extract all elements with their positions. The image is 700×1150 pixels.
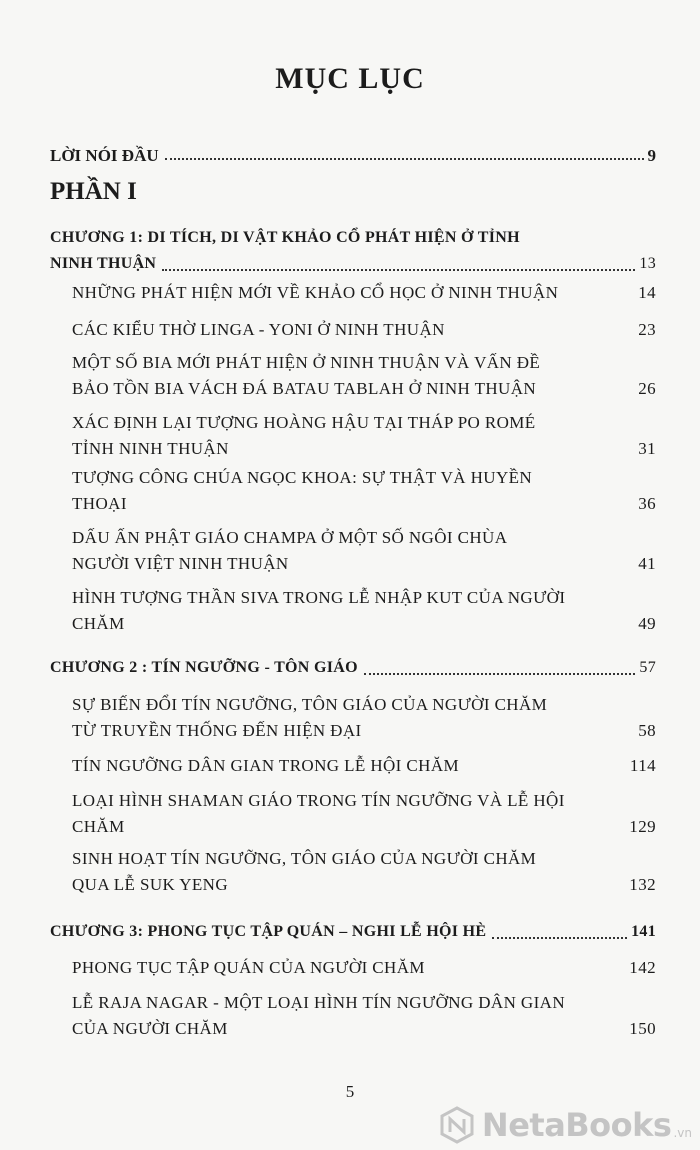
toc-section-title: HÌNH TƯỢNG THẦN SIVA TRONG LỄ NHẬP KUT CỦA NGƯỜI [72, 588, 566, 607]
toc-page: 129 [629, 817, 656, 836]
toc-intro-label: LỜI NÓI ĐẦU [50, 146, 159, 165]
leader-dots [364, 673, 636, 675]
toc-section-title: MỘT SỐ BIA MỚI PHÁT HIỆN Ở NINH THUẬN VÀ VẤN ĐỀ [72, 353, 541, 372]
toc-section-6[interactable] [72, 525, 656, 577]
part-heading: PHẦN I [50, 178, 137, 205]
leader-dots [492, 937, 627, 939]
toc-chapter-1[interactable] [50, 225, 656, 277]
toc-page: 9 [647, 146, 656, 165]
leader-dots [162, 269, 635, 271]
toc-section-3[interactable] [72, 350, 656, 402]
toc-section-title: LỄ RAJA NAGAR - MỘT LOẠI HÌNH TÍN NGƯỠNG DÂN GIAN [72, 993, 566, 1012]
toc-page: 26 [638, 379, 656, 398]
leader-dots [165, 158, 644, 160]
toc-chapter-title: CHƯƠNG 2 : TÍN NGƯỠNG - TÔN GIÁO [50, 659, 358, 676]
toc-page: 41 [638, 554, 656, 573]
toc-section-title-cont: CHĂM [72, 817, 125, 836]
toc-section-title-cont: CHĂM [72, 614, 125, 633]
toc-section-title: LOẠI HÌNH SHAMAN GIÁO TRONG TÍN NGƯỠNG VÀ LỄ HỘI [72, 791, 565, 810]
toc-section-2[interactable] [72, 317, 656, 343]
toc-section-title: PHONG TỤC TẬP QUÁN CỦA NGƯỜI CHĂM [72, 958, 425, 977]
toc-page: 36 [638, 494, 656, 513]
toc-section-title-cont: QUA LỄ SUK YENG [72, 875, 229, 894]
toc-section-title-cont: CỦA NGƯỜI CHĂM [72, 1019, 228, 1038]
toc-section-title: SỰ BIẾN ĐỔI TÍN NGƯỠNG, TÔN GIÁO CỦA NGƯỜI CHĂM [72, 695, 548, 714]
toc-page: 114 [629, 756, 656, 775]
toc-intro[interactable] [50, 146, 656, 166]
toc-section-title: XÁC ĐỊNH LẠI TƯỢNG HOÀNG HẬU TẠI THÁP PO ROMÉ [72, 413, 536, 432]
page-title: MỤC LỤC [275, 62, 425, 95]
toc-page: 132 [629, 875, 656, 894]
toc-page: 14 [638, 283, 656, 302]
toc-section-title-cont: TỪ TRUYỀN THỐNG ĐẾN HIỆN ĐẠI [72, 721, 362, 740]
toc-page: 13 [639, 255, 656, 272]
toc-section-1[interactable] [72, 280, 656, 306]
toc-section-10[interactable] [72, 788, 656, 840]
toc-section-8[interactable] [72, 692, 656, 744]
toc-chapter-2[interactable] [50, 655, 656, 681]
toc-section-13[interactable] [72, 990, 656, 1042]
toc-section-title-cont: TỈNH NINH THUẬN [72, 439, 229, 458]
toc-chapter-3[interactable] [50, 919, 656, 945]
watermark-suffix: .vn [673, 1126, 692, 1140]
toc-section-11[interactable] [72, 846, 656, 898]
toc-chapter-title: CHƯƠNG 1: DI TÍCH, DI VẬT KHẢO CỔ PHÁT HIỆN Ở TỈNH [50, 229, 520, 246]
toc-section-title: TÍN NGƯỠNG DÂN GIAN TRONG LỄ HỘI CHĂM [72, 756, 460, 775]
toc-section-title: NHỮNG PHÁT HIỆN MỚI VỀ KHẢO CỔ HỌC Ở NINH THUẬN [72, 283, 559, 302]
toc-page: 31 [638, 439, 656, 458]
toc-page: 57 [639, 659, 656, 676]
toc-page: 142 [629, 958, 656, 977]
page-number: 5 [345, 1082, 355, 1101]
toc-section-title-cont: THOẠI [72, 494, 127, 513]
watermark [438, 1106, 692, 1144]
toc-page: 150 [629, 1019, 656, 1038]
toc-page: 49 [638, 614, 656, 633]
toc-section-title: CÁC KIỂU THỜ LINGA - YONI Ở NINH THUẬN [72, 320, 445, 339]
toc-page: 58 [638, 721, 656, 740]
toc-section-7[interactable] [72, 585, 656, 637]
toc-section-5[interactable] [72, 465, 656, 517]
netabooks-logo-icon [438, 1106, 476, 1144]
toc-section-4[interactable] [72, 410, 656, 462]
toc-page: 141 [631, 923, 656, 940]
toc-section-9[interactable] [72, 753, 656, 779]
toc-section-title: SINH HOẠT TÍN NGƯỠNG, TÔN GIÁO CỦA NGƯỜI CHĂM [72, 849, 537, 868]
toc-chapter-title-cont: NINH THUẬN [50, 255, 157, 272]
toc-page: 23 [638, 320, 656, 339]
toc-section-title: DẤU ẤN PHẬT GIÁO CHAMPA Ở MỘT SỐ NGÔI CHÙA [72, 528, 508, 547]
toc-section-12[interactable] [72, 955, 656, 981]
watermark-brand: NetaBooks [481, 1106, 672, 1144]
toc-chapter-title: CHƯƠNG 3: PHONG TỤC TẬP QUÁN – NGHI LỄ HỘI HÈ [50, 923, 487, 940]
toc-section-title-cont: BẢO TỒN BIA VÁCH ĐÁ BATAU TABLAH Ở NINH THUẬN [72, 379, 537, 398]
toc-section-title: TƯỢNG CÔNG CHÚA NGỌC KHOA: SỰ THẬT VÀ HUYỀN [72, 468, 533, 487]
toc-section-title-cont: NGƯỜI VIỆT NINH THUẬN [72, 554, 289, 573]
